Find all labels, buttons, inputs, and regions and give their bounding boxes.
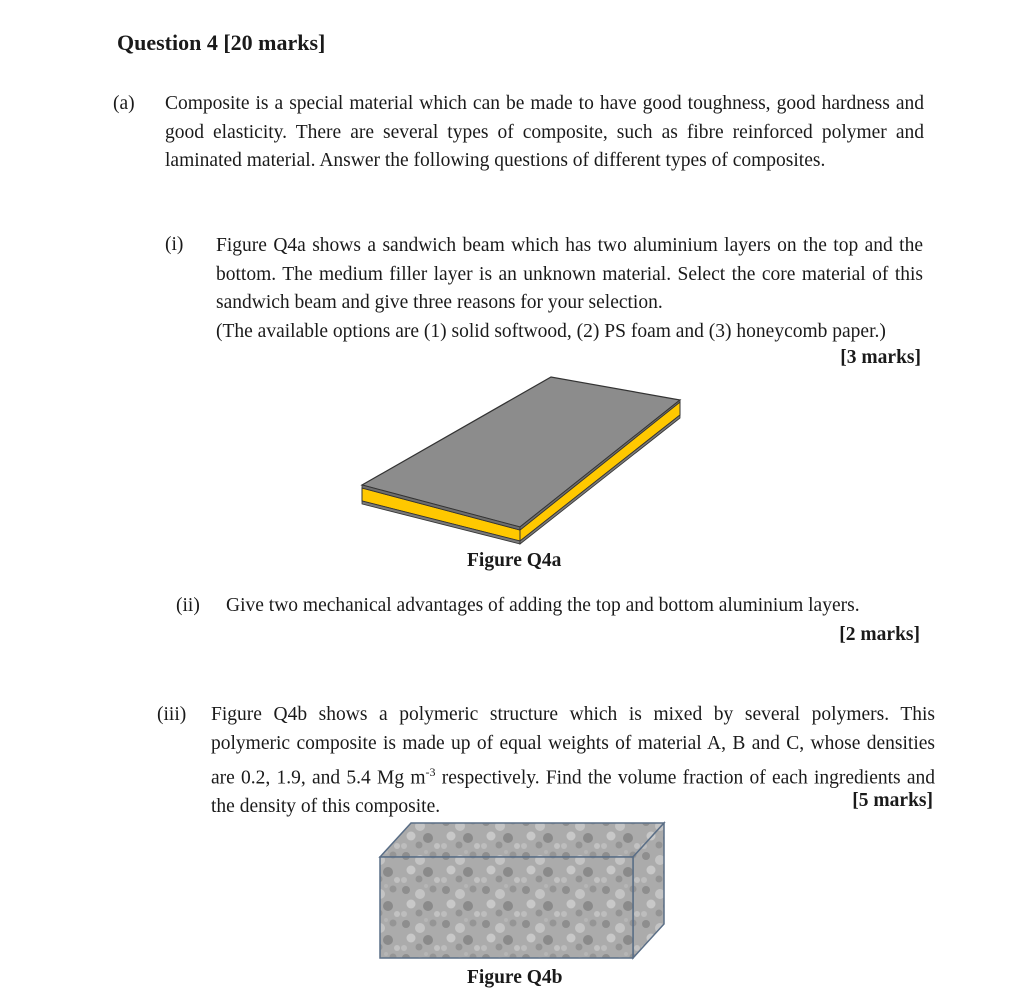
part-ii-label: (ii) [176, 595, 200, 616]
part-iii-text [211, 701, 935, 822]
part-i-options: (The available options are (1) solid softwood, (2) PS foam and (3) honeycomb paper.) [216, 321, 886, 342]
part-a-text: Composite is a special material which can be made to have good toughness, good hardness and good elasticity. There are several types of composite, such as fibre reinforced polymer and laminated material. Answer the following questions of different types of composites. [165, 93, 924, 172]
part-i-text: Figure Q4a shows a sandwich beam which has two aluminium layers on the top and the bottom. The medium filler layer is an unknown material. Select the core material of this sandwich beam and give three reasons for your selection. [216, 235, 923, 314]
block-front-face [380, 857, 633, 958]
question-title: Question 4 [20 marks] [117, 30, 326, 55]
part-i-label: (i) [165, 234, 184, 255]
block-side-face [633, 823, 664, 958]
part-iii-superscript: -3 [425, 765, 436, 780]
beam-top-layer-front-edge [362, 485, 520, 530]
beam-bottom-layer-side [520, 415, 680, 544]
part-iii-text-before: Figure Q4b shows a polymeric structure which is mixed by several polymers. This polymeric composite is made up of equal weights of material A, B and C, whose densities are 0.2, 1.9, and 5.4 Mg m [211, 704, 935, 789]
part-ii-marks: [2 marks] [839, 624, 920, 645]
beam-top-layer [362, 377, 680, 527]
beam-bottom-layer [362, 501, 520, 544]
block-top-face [380, 823, 664, 857]
beam-core-front [362, 488, 520, 541]
part-a-label: (a) [113, 93, 135, 114]
figure-q4a-caption: Figure Q4a [467, 550, 562, 571]
part-iii-label: (iii) [157, 704, 187, 725]
part-ii-text: Give two mechanical advantages of adding the top and bottom aluminium layers. [226, 595, 860, 616]
part-i-marks: [3 marks] [840, 347, 921, 368]
part-iii-text-after: respectively. Find the volume fraction of each ingredients and the density of this composite. [211, 767, 935, 818]
part-iii-marks: [5 marks] [852, 790, 933, 811]
beam-top-layer-side-edge [520, 400, 680, 530]
figure-q4b-caption: Figure Q4b [467, 967, 563, 988]
beam-core-side [520, 402, 680, 541]
